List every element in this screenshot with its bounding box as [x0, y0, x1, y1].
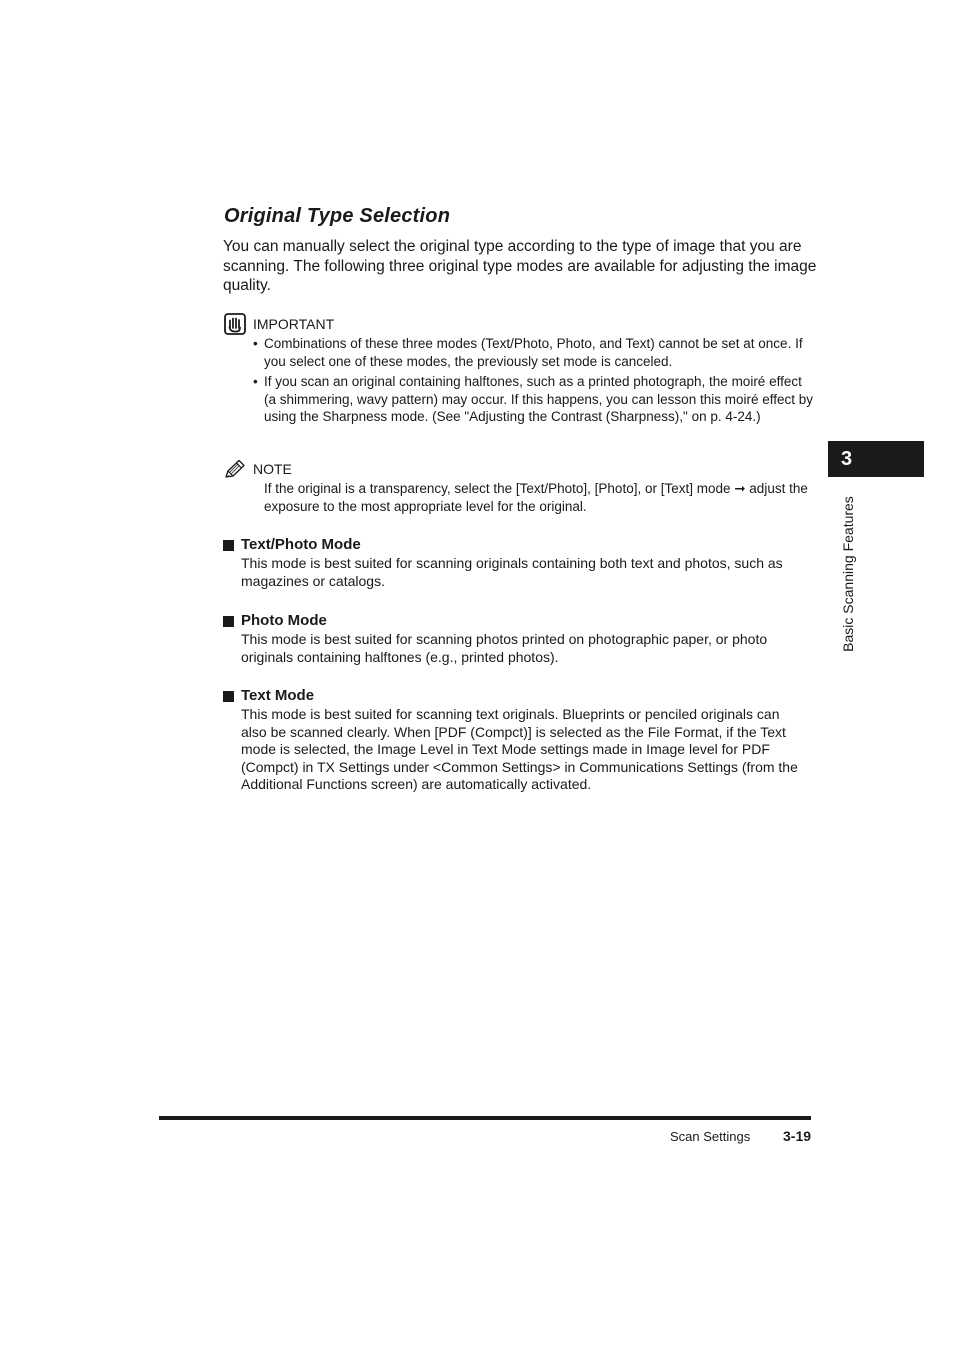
mode-description: This mode is best suited for scanning originals containing both text and photos, such as magazines or catalogs.	[241, 555, 783, 589]
mode-description: This mode is best suited for scanning photos printed on photographic paper, or photo originals containing halftones (e.g., printed photos).	[241, 631, 768, 665]
mode-title: Text/Photo Mode	[241, 536, 361, 553]
page-number: 3-19	[783, 1128, 812, 1144]
note-label: NOTE	[253, 461, 292, 477]
mode-text-photo	[223, 536, 808, 590]
square-bullet-icon	[223, 540, 234, 551]
list-item: • Combinations of these three modes (Text/Photo, Photo, and Text) cannot be set at once. If you select one of these modes, the previously set mode is canceled.	[253, 335, 813, 370]
chapter-title: Basic Scanning Features	[840, 496, 856, 652]
chapter-tab: 3	[828, 441, 924, 477]
section-title: Original Type Selection	[224, 205, 451, 227]
mode-photo	[223, 612, 808, 666]
square-bullet-icon	[223, 616, 234, 627]
square-bullet-icon	[223, 691, 234, 702]
note-header	[224, 458, 292, 480]
list-item: • If you scan an original containing halftones, such as a printed photograph, the moiré effect (a shimmering, wavy pattern) may occur. If this happens, you can lesson this moiré effect by using the Sharpness mode. (See "Adjusting the Contrast (Sharpness)," on p. 4-24.)	[253, 373, 813, 426]
hand-stop-icon	[224, 313, 246, 335]
important-list	[253, 335, 813, 429]
mode-text	[223, 687, 808, 794]
important-label: IMPORTANT	[253, 316, 335, 332]
mode-description: This mode is best suited for scanning text originals. Blueprints or penciled originals can also be scanned clearly. When [PDF (Compct)] is selected as the File Format, if the Text mode is selected, the Image Level in Text Mode settings made in Image level for PDF (Compct) in TX Settings under <Common Settings> in Communications Settings (from the Additional Functions screen) are automatically activated.	[241, 706, 798, 792]
section-intro: You can manually select the original type according to the type of image that you are scanning. The following three original type modes are available for adjusting the image quality.	[223, 238, 817, 294]
footer-rule	[159, 1116, 811, 1120]
footer-section: Scan Settings	[670, 1129, 751, 1144]
mode-title: Text Mode	[241, 687, 315, 704]
mode-title: Photo Mode	[241, 612, 327, 629]
pencil-icon	[224, 459, 246, 479]
note-text: If the original is a transparency, select the [Text/Photo], [Photo], or [Text] mode ➞ adjust the exposure to the most appropriate level for the original.	[264, 481, 808, 514]
important-header	[224, 313, 334, 335]
